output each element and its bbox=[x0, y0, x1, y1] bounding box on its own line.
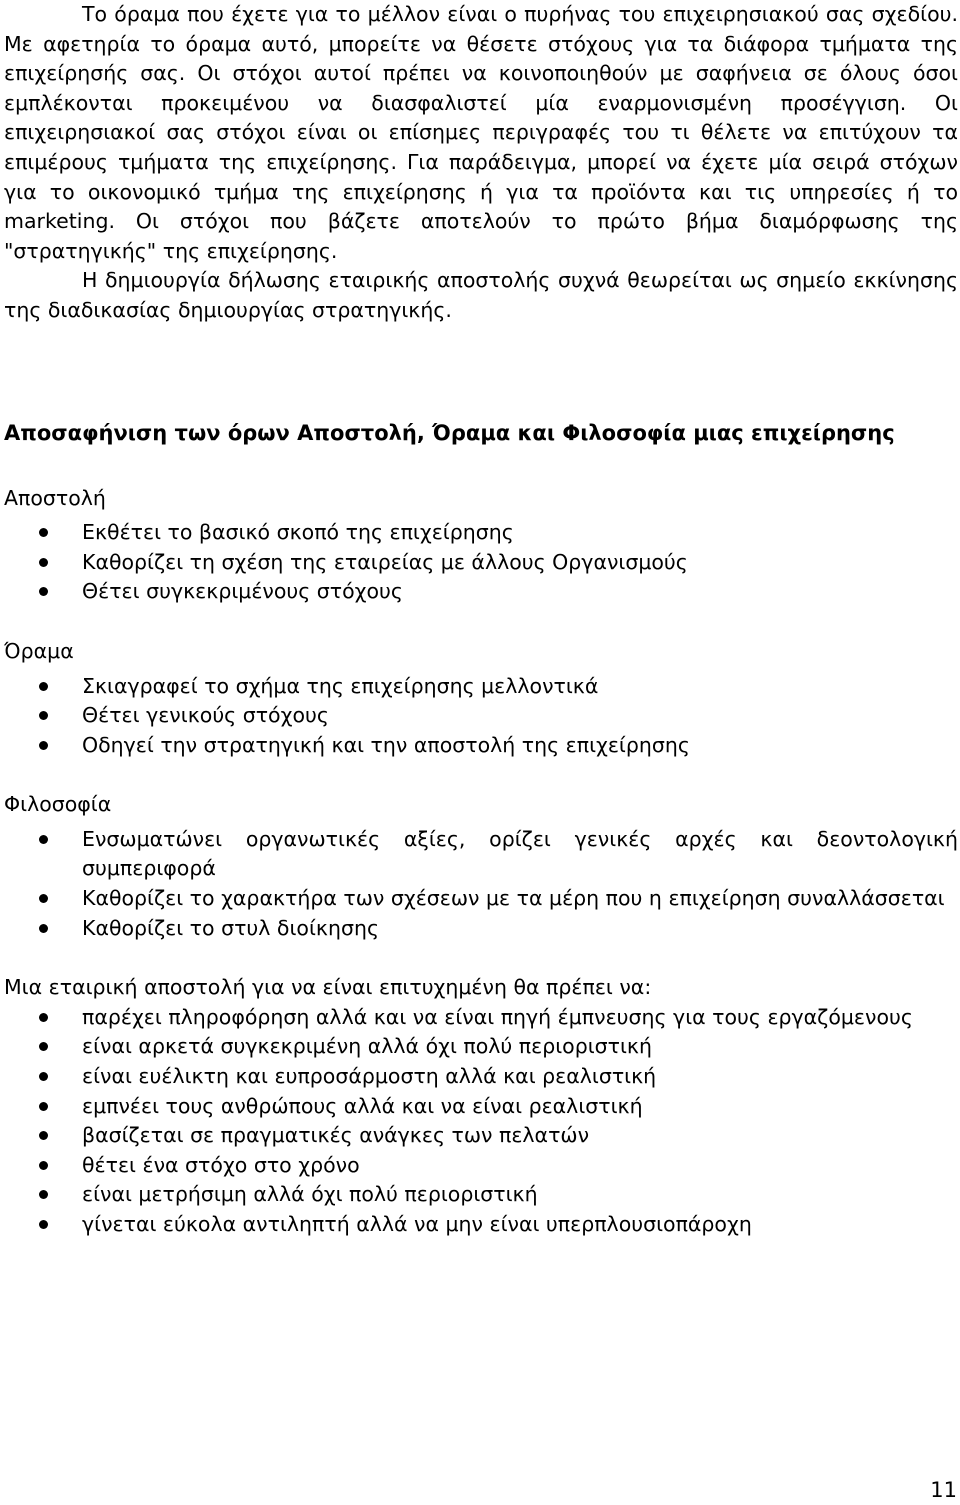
bullet-icon bbox=[39, 924, 48, 933]
section-mission bbox=[4, 484, 958, 607]
bullet-list-requirements bbox=[4, 1003, 958, 1240]
section-heading-requirements: Μια εταιρική αποστολή για να είναι επιτυχημένη θα πρέπει να: bbox=[4, 975, 652, 1000]
spacer bbox=[4, 760, 958, 790]
page-number: 11 bbox=[930, 1478, 957, 1502]
section-mission-requirements bbox=[4, 973, 958, 1239]
list-item bbox=[4, 914, 958, 944]
list-item-text: Ενσωματώνει οργανωτικές αξίες, ορίζει γενικές αρχές και δεοντολογική συμπεριφορά bbox=[82, 826, 958, 881]
list-item bbox=[4, 518, 958, 548]
list-item-text: εμπνέει τους ανθρώπους αλλά και να είναι ρεαλιστική bbox=[82, 1093, 643, 1118]
list-item-text: Οδηγεί την στρατηγική και την αποστολή της επιχείρησης bbox=[82, 732, 690, 757]
bullet-icon bbox=[39, 1190, 48, 1199]
list-item-text: θέτει ένα στόχο στο χρόνο bbox=[82, 1152, 360, 1177]
list-item bbox=[4, 548, 958, 578]
bullet-icon bbox=[39, 1042, 48, 1051]
list-item-text: είναι ευέλικτη και ευπροσάρμοστη αλλά και ρεαλιστική bbox=[82, 1064, 657, 1089]
bullet-icon bbox=[39, 558, 48, 567]
bullet-icon bbox=[39, 711, 48, 720]
list-item bbox=[4, 884, 958, 914]
bullet-icon bbox=[39, 682, 48, 691]
list-item bbox=[4, 1062, 958, 1092]
bullet-icon bbox=[39, 741, 48, 750]
bullet-icon bbox=[39, 587, 48, 596]
list-item bbox=[4, 701, 958, 731]
list-item-text: Καθορίζει το στυλ διοίκησης bbox=[82, 915, 379, 940]
bullet-icon bbox=[39, 1131, 48, 1140]
list-item bbox=[4, 731, 958, 761]
list-item-text: Καθορίζει το χαρακτήρα των σχέσεων με τα μέρη που η επιχείρηση συναλλάσσεται bbox=[82, 886, 945, 911]
list-item bbox=[4, 825, 958, 884]
list-item-text: Θέτει συγκεκριμένους στόχους bbox=[82, 579, 403, 604]
list-item bbox=[4, 1151, 958, 1181]
section-heading-mission: Αποστολή bbox=[4, 485, 106, 510]
list-item-text: Σκιαγραφεί το σχήμα της επιχείρησης μελλοντικά bbox=[82, 673, 599, 698]
section-philosophy bbox=[4, 790, 958, 943]
list-item-text: Θέτει γενικούς στόχους bbox=[82, 703, 329, 728]
list-item-text: Καθορίζει τη σχέση της εταιρείας με άλλους Οργανισμούς bbox=[82, 549, 688, 574]
section-heading-vision: Όραμα bbox=[4, 638, 74, 663]
spacer bbox=[4, 326, 958, 419]
bullet-list-mission bbox=[4, 518, 958, 607]
intro-paragraph-strategy: Η δημιουργία δήλωσης εταιρικής αποστολής συχνά θεωρείται ως σημείο εκκίνησης της διαδικασίας δημιουργίας στρατηγικής. bbox=[4, 268, 958, 322]
spacer bbox=[4, 448, 958, 484]
bullet-list-vision bbox=[4, 672, 958, 761]
list-item-text: γίνεται εύκολα αντιληπτή αλλά να μην είναι υπερπλουσιοπάροχη bbox=[82, 1212, 752, 1236]
list-item-text: είναι αρκετά συγκεκριμένη αλλά όχι πολύ περιοριστική bbox=[82, 1034, 653, 1059]
bullet-icon bbox=[39, 1161, 48, 1170]
bullet-icon bbox=[39, 1102, 48, 1111]
section-vision bbox=[4, 637, 958, 760]
bullet-icon bbox=[39, 894, 48, 903]
list-item bbox=[4, 672, 958, 702]
list-item-text: παρέχει πληροφόρηση αλλά και να είναι πηγή έμπνευσης για τους εργαζόμενους bbox=[82, 1004, 913, 1029]
list-item bbox=[4, 1121, 958, 1151]
list-item-text: Εκθέτει το βασικό σκοπό της επιχείρησης bbox=[82, 520, 514, 545]
spacer bbox=[4, 607, 958, 637]
list-item bbox=[4, 1210, 958, 1240]
bullet-icon bbox=[39, 528, 48, 537]
bullet-icon bbox=[39, 1072, 48, 1081]
list-item bbox=[4, 577, 958, 607]
list-item bbox=[4, 1092, 958, 1122]
intro-paragraph: Το όραμα που έχετε για το μέλλον είναι ο πυρήνας του επιχειρησιακού σας σχεδίου. Με αφετηρία το όραμα αυτό, μπορείτε να θέσετε στόχους για τα διάφορα τμήματα της επιχείρησής σας. Οι στόχοι αυτοί πρέπει να κοινοποιηθούν με σαφήνεια σε όλους όσοι εμπλέκονται προκειμένου να διασφαλιστεί μία εναρμονισμένη προσέγγιση. Οι επιχειρησιακοί σας στόχοι είναι οι επίσημες περιγραφές του τι θέλετε να επιτύχουν τα επιμέρους τμήματα της επιχείρησης. Για παράδειγμα, μπορεί να έχετε μία σειρά στόχων για το οικονομικό τμήμα της επιχείρησης ή για τα προϊόντα και τις υπηρεσίες ή το marketing. Οι στόχοι που βάζετε αποτελούν το πρώτο βήμα διαμόρφωσης της "στρατηγικής" της επιχείρησης. bbox=[4, 2, 958, 263]
list-item-text: είναι μετρήσιμη αλλά όχι πολύ περιοριστική bbox=[82, 1182, 538, 1207]
bullet-icon bbox=[39, 1013, 48, 1022]
list-item bbox=[4, 1032, 958, 1062]
section-heading-philosophy: Φιλοσοφία bbox=[4, 792, 112, 817]
bullet-list-philosophy bbox=[4, 825, 958, 943]
bullet-icon bbox=[39, 835, 48, 844]
list-item-text: βασίζεται σε πραγματικές ανάγκες των πελατών bbox=[82, 1123, 590, 1148]
bullet-icon bbox=[39, 1220, 48, 1229]
list-item bbox=[4, 1003, 958, 1033]
list-item bbox=[4, 1180, 958, 1210]
document-page bbox=[4, 0, 958, 1240]
section-title: Αποσαφήνιση των όρων Αποστολή, Όραμα και Φιλοσοφία μιας επιχείρησης bbox=[4, 420, 895, 445]
spacer bbox=[4, 943, 958, 973]
